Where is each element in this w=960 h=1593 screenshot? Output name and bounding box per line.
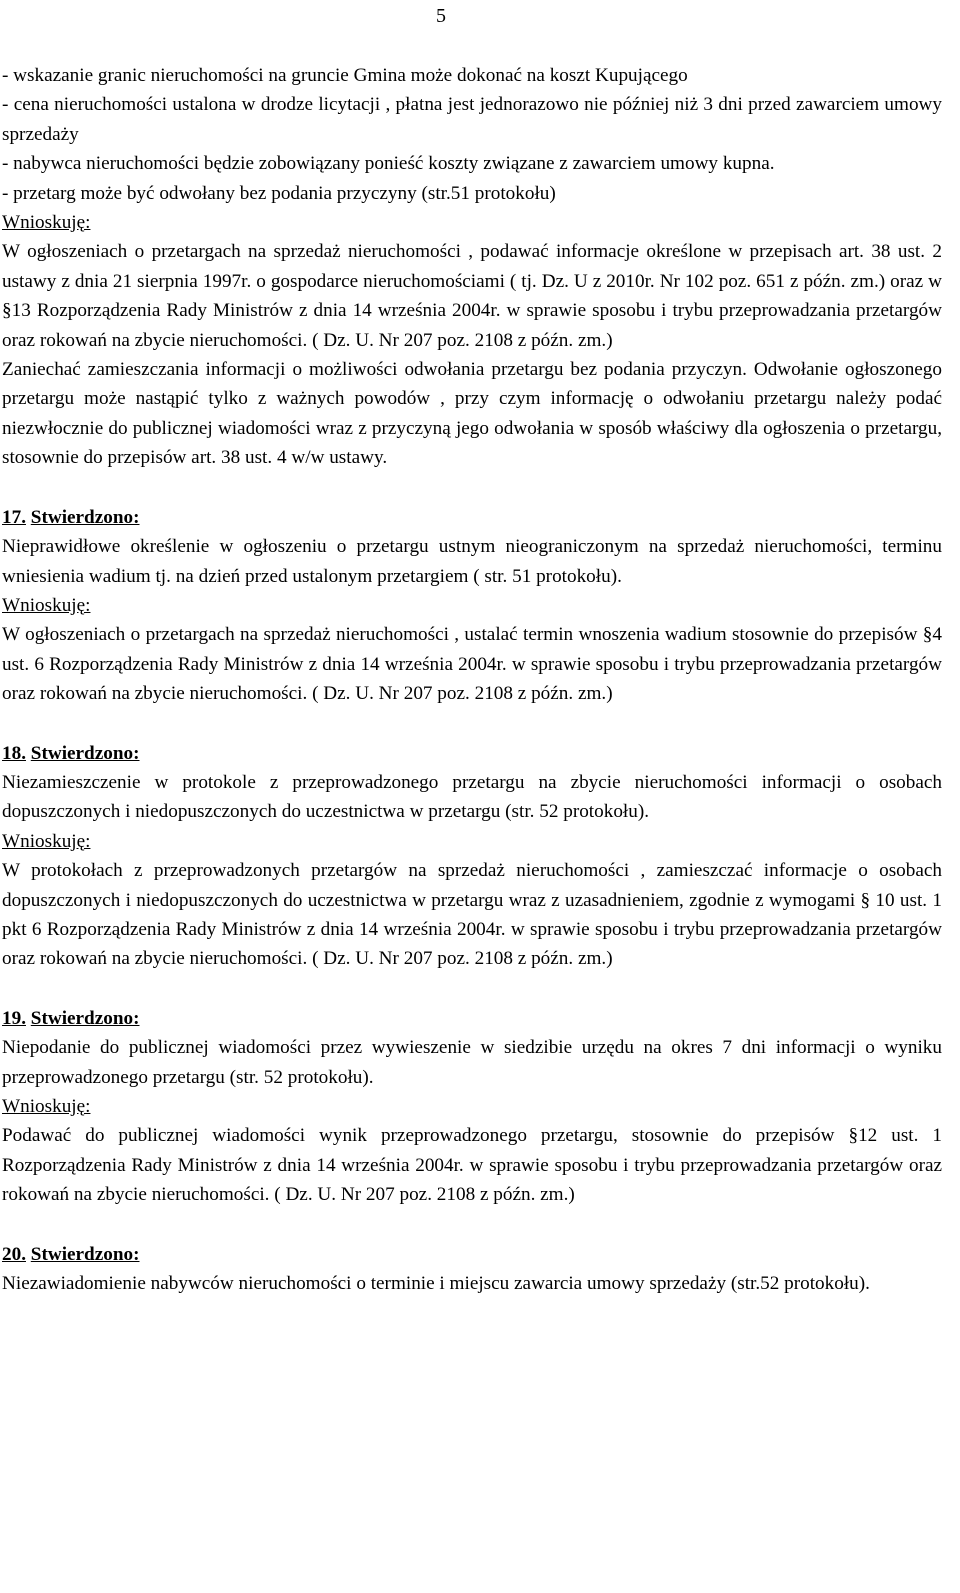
finding-section-20 — [2, 1240, 942, 1299]
wnioskuje-label: Wnioskuję: — [2, 594, 91, 616]
finding-section-18 — [2, 739, 942, 974]
finding-section-19 — [2, 1004, 942, 1210]
stwierdzono-label: Stwierdzono: — [30, 1243, 140, 1265]
section-number: 20. — [2, 1243, 26, 1265]
recommendation-paragraph: W ogłoszeniach o przetargach na sprzedaż nieruchomości , ustalać termin wnoszenia wadium stosownie do przepisów §4 ust. 6 Rozporządzenia Rady Ministrów z dnia 14 września 2004r. w sprawie sposobu i trybu przeprowadzania przetargów oraz rokowań na zbycie nieruchomości. ( Dz. U. Nr 207 poz. 2108 z późn. zm.) — [2, 624, 942, 705]
recommendation-paragraph: W ogłoszeniach o przetargach na sprzedaż nieruchomości , podawać informacje określone w przepisach art. 38 ust. 2 ustawy z dnia 21 sierpnia 1997r. o gospodarce nieruchomościami ( tj. Dz. U z 2010r. Nr 102 poz. 651 z późn. zm.) oraz w §13 Rozporządzenia Rady Ministrów z dnia 14 września 2004r. w sprawie sposobu i trybu przeprowadzania przetargów oraz rokowań na zbycie nieruchomości. ( Dz. U. Nr 207 poz. 2108 z późn. zm.) — [2, 241, 942, 351]
section-heading — [2, 739, 942, 768]
section-heading — [2, 1240, 942, 1269]
finding-paragraph: Niepodanie do publicznej wiadomości przez wywieszenie w siedzibie urzędu na okres 7 dni informacji o wyniku przeprowadzonego przetargu (str. 52 protokołu). — [2, 1037, 942, 1088]
section-heading — [2, 503, 942, 532]
finding-paragraph: Nieprawidłowe określenie w ogłoszeniu o przetargu ustnym nieograniczonym na sprzedaż nieruchomości, terminu wniesienia wadium tj. na dzień przed ustalonym przetargiem ( str. 51 protokołu). — [2, 536, 942, 587]
wnioskuje-label: Wnioskuję: — [2, 212, 91, 234]
intro-line-3: - nabywca nieruchomości będzie zobowiązany ponieść koszty związane z zawarciem umowy kupna. — [2, 153, 775, 175]
document-body — [2, 61, 942, 1298]
page-number: 5 — [436, 5, 446, 27]
finding-paragraph: Niezawiadomienie nabywców nieruchomości o terminie i miejscu zawarcia umowy sprzedaży (str.52 protokołu). — [2, 1273, 870, 1295]
section-number: 19. — [2, 1007, 26, 1029]
recommendation-paragraph: Podawać do publicznej wiadomości wynik przeprowadzonego przetargu, stosownie do przepisów §12 ust. 1 Rozporządzenia Rady Ministrów z dnia 14 września 2004r. w sprawie sposobu i trybu przeprowadzania przetargów oraz rokowań na zbycie nieruchomości. ( Dz. U. Nr 207 poz. 2108 z późn. zm.) — [2, 1125, 942, 1206]
recommendation-paragraph: Zaniechać zamieszczania informacji o możliwości odwołania przetargu bez podania przyczyn. Odwołanie ogłoszonego przetargu może nastąpić tylko z ważnych powodów , przy czym informację o odwołaniu przetargu należy podać niezwłocznie do publicznej wiadomości wraz z przyczyną jego odwołania w sposób właściwy dla ogłoszenia o przetargu, stosownie do przepisów art. 38 ust. 4 w/w ustawy. — [2, 359, 942, 469]
wnioskuje-label: Wnioskuję: — [2, 830, 91, 852]
wnioskuje-label: Wnioskuję: — [2, 1096, 91, 1117]
stwierdzono-label: Stwierdzono: — [30, 742, 140, 764]
section-heading — [2, 1004, 942, 1033]
recommendation-paragraph: W protokołach z przeprowadzonych przetargów na sprzedaż nieruchomości , zamieszczać informacje o osobach dopuszczonych i niedopuszczonych do uczestnictwa w przetargu wraz z uzasadnieniem, zgodnie z wymogami § 10 ust. 1 pkt 6 Rozporządzenia Rady Ministrów z dnia 14 września 2004r. w sprawie sposobu i trybu przeprowadzania przetargów oraz rokowań na zbycie nieruchomości. ( Dz. U. Nr 207 poz. 2108 z późn. zm.) — [2, 860, 942, 970]
intro-line-2: - cena nieruchomości ustalona w drodze licytacji , płatna jest jednorazowo nie później niż 3 dni przed zawarciem umowy sprzedaży — [2, 94, 942, 145]
intro-line-4: - przetarg może być odwołany bez podania przyczyny (str.51 protokołu) — [2, 182, 556, 204]
stwierdzono-label: Stwierdzono: — [30, 506, 140, 528]
finding-paragraph: Niezamieszczenie w protokole z przeprowadzonego przetargu na zbycie nieruchomości informacji o osobach dopuszczonych i niedopuszczonych do uczestnictwa w przetargu (str. 52 protokołu). — [2, 771, 942, 823]
stwierdzono-label: Stwierdzono: — [30, 1007, 140, 1029]
intro-line-1: - wskazanie granic nieruchomości na gruncie Gmina może dokonać na koszt Kupującego — [2, 65, 688, 86]
section-number: 18. — [2, 742, 26, 764]
section-number: 17. — [2, 506, 26, 528]
finding-section-17 — [2, 503, 942, 709]
